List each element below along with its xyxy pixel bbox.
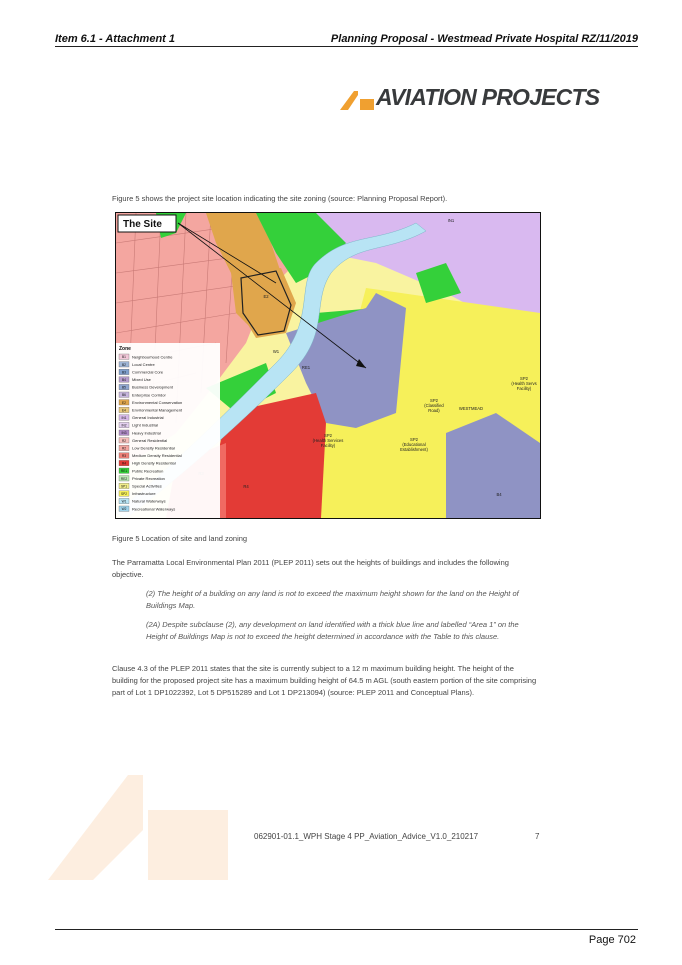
label-sp2-right-c: Facility) bbox=[516, 386, 532, 391]
legend-code: R2 bbox=[121, 438, 127, 443]
legend-label: Neighbourhood Centre bbox=[132, 354, 173, 360]
legend-code: SP1 bbox=[120, 484, 128, 489]
label-sp2-edu-b: (Educational bbox=[402, 442, 426, 447]
legend-label: High Density Residential bbox=[132, 460, 176, 466]
logo-text: AVIATION PROJECTS bbox=[376, 84, 600, 110]
legend-label: Public Recreation bbox=[132, 468, 164, 474]
label-in1: IN1 bbox=[447, 218, 455, 223]
page-number: Page 702 bbox=[588, 934, 636, 946]
map-legend bbox=[116, 343, 220, 518]
header-rule bbox=[55, 46, 638, 47]
legend-label: Recreational Waterways bbox=[132, 506, 176, 512]
legend-code: R4 bbox=[121, 461, 127, 466]
header-left: Item 6.1 - Attachment 1 bbox=[55, 33, 176, 45]
label-b4: B4 bbox=[496, 492, 502, 497]
legend-code: B1 bbox=[122, 355, 126, 360]
legend-label: Private Recreation bbox=[132, 475, 165, 481]
legend-code: R3 bbox=[121, 454, 127, 458]
legend-label: General Industrial bbox=[132, 415, 164, 421]
label-sp2-edu-c: Establishment) bbox=[400, 447, 428, 452]
legend-code: IN2 bbox=[121, 423, 127, 428]
label-sp2-classified: SP2 bbox=[430, 398, 438, 403]
legend-code: E2 bbox=[122, 400, 126, 405]
legend-label: Business Development bbox=[132, 384, 173, 390]
legend-code: IN1 bbox=[121, 416, 127, 420]
legend-code: E4 bbox=[122, 408, 126, 413]
header-right: Planning Proposal - Westmead Private Hospital RZ/11/2019 bbox=[330, 33, 638, 45]
label-sp2-right: SP2 bbox=[520, 376, 528, 381]
legend-label: Special Activities bbox=[132, 483, 162, 489]
body-paragraph-2: Clause 4.3 of the PLEP 2011 states that the site is currently subject to a 12 m maximum building height. The height of the building for the proposed project site has a maximum building height of 64.5 m AGL (south eastern portion of the site comprising part of Lot 1 DP1022392, Lot 5 DP515289 and Lot 1 DP213094) (source: PLEP 2011 and Conceptual Plans). bbox=[112, 664, 537, 697]
footer-rule bbox=[55, 929, 638, 930]
figure-caption: Figure 5 Location of site and land zoning bbox=[112, 534, 248, 543]
zoning-map bbox=[115, 212, 541, 519]
legend-code: W1 bbox=[121, 499, 127, 504]
legend-label: Environmental Conservation bbox=[132, 399, 183, 405]
legend-label: General Residential bbox=[132, 437, 168, 443]
footer-page: 7 bbox=[535, 832, 540, 841]
legend-code: W2 bbox=[121, 507, 127, 512]
label-sp2-classified-b: (Classified bbox=[424, 403, 444, 408]
label-r4: R4 bbox=[243, 484, 249, 489]
site-callout: The Site bbox=[123, 219, 162, 230]
label-sp2-health-b: (Health Services bbox=[312, 438, 344, 443]
legend-code: B2 bbox=[122, 362, 126, 367]
body-paragraph-1: The Parramatta Local Environmental Plan 2011 (PLEP 2011) sets out the heights of buildings and includes the following objective. bbox=[112, 558, 509, 579]
legend-label: Heavy Industrial bbox=[132, 430, 161, 436]
legend-label: Light Industrial bbox=[132, 422, 159, 428]
legend-code: B3 bbox=[122, 370, 126, 375]
legend-code: IN3 bbox=[121, 431, 127, 436]
label-sp2-health-c: Facility) bbox=[320, 443, 336, 448]
logo-mark-icon bbox=[340, 89, 374, 111]
legend-label: Commercial Core bbox=[132, 369, 164, 375]
legend-label: Natural Waterways bbox=[132, 498, 166, 504]
label-e2: E2 bbox=[263, 294, 269, 299]
quote-2: (2A) Despite subclause (2), any development on land identified with a thick blue line and labelled “Area 1” on the Height of Buildings Map is not to exceed the height determined in accordance with the Table to this clause. bbox=[146, 620, 519, 641]
legend-code: R2 bbox=[121, 446, 127, 451]
aviation-projects-logo bbox=[340, 84, 610, 116]
legend-label: Medium Density Residential bbox=[132, 453, 182, 459]
legend-code: RE2 bbox=[120, 476, 128, 481]
intro-text: Figure 5 shows the project site location indicating the site zoning (source: Planning Proposal Report). bbox=[112, 194, 448, 203]
label-westmead: WESTMEAD bbox=[458, 406, 484, 411]
legend-label: Enterprise Corridor bbox=[132, 392, 166, 398]
legend-label: Environmental Management bbox=[132, 407, 183, 413]
legend-label: Low Density Residential bbox=[132, 445, 175, 451]
legend-code: SP2 bbox=[120, 492, 128, 496]
legend-label: Mixed Use bbox=[132, 377, 151, 383]
legend-label: Infrastructure bbox=[132, 491, 156, 497]
label-sp2-classified-c: Road) bbox=[428, 408, 440, 413]
label-w1: W1 bbox=[272, 349, 280, 354]
legend-code: B5 bbox=[122, 385, 126, 390]
legend-label: Local Centre bbox=[132, 361, 155, 367]
label-sp2-edu: SP2 bbox=[410, 437, 418, 442]
label-sp2-right-b: (Health Servs bbox=[511, 381, 537, 386]
legend-code: B6 bbox=[122, 393, 126, 398]
label-re1: RE1 bbox=[301, 365, 311, 370]
legend-code: B4 bbox=[122, 378, 126, 382]
legend-code: RE1 bbox=[120, 469, 128, 474]
logo-watermark-icon bbox=[48, 770, 248, 890]
label-sp2-health: SP2 bbox=[324, 433, 332, 438]
quote-1: (2) The height of a building on any land is not to exceed the maximum height shown for the land on the Height of Buildings Map. bbox=[146, 589, 519, 610]
footer-reference: 062901-01.1_WPH Stage 4 PP_Aviation_Advice_V1.0_210217 bbox=[254, 832, 479, 841]
legend-title: Zone bbox=[119, 346, 131, 352]
